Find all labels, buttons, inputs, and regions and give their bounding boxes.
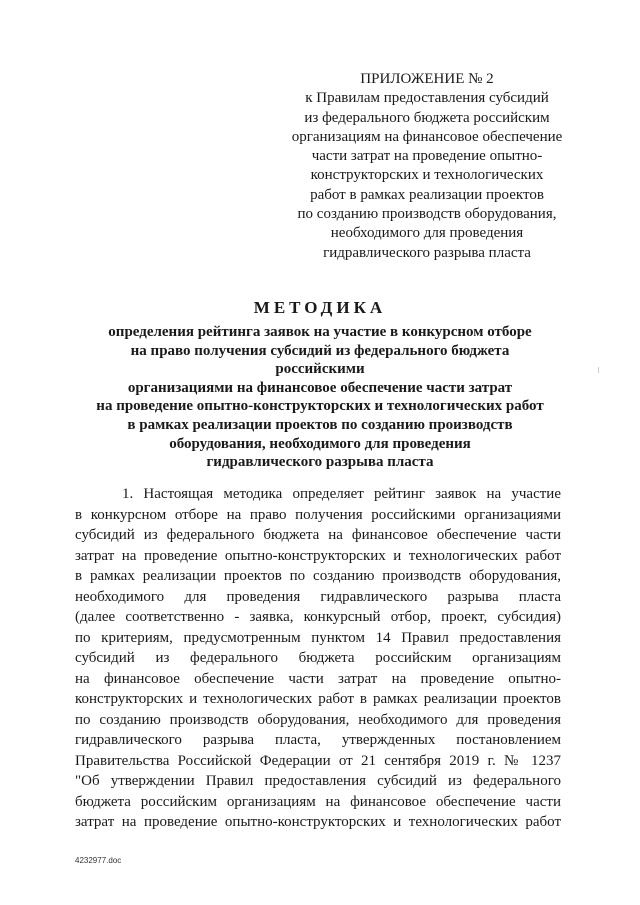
body-line: по критериям, предусмотренным пунктом 14 Правил предоставления	[75, 629, 561, 646]
subtitle-line: на право получения субсидий из федерального бюджета российскими	[130, 342, 510, 378]
subtitle-line: на проведение опытно-конструкторских и технологических работ	[96, 398, 544, 415]
subtitle-line: организациями на финансовое обеспечение части затрат	[127, 379, 513, 396]
appendix-line: конструкторских и технологических	[310, 167, 544, 184]
appendix-line: из федерального бюджета российским	[304, 109, 550, 126]
body-line: конструкторских и технологических работ в рамках реализации проектов	[75, 691, 561, 707]
document-title: МЕТОДИКА	[253, 298, 387, 317]
appendix-block	[282, 70, 572, 263]
body-line: затрат на проведение опытно-конструкторских и технологических работ	[75, 814, 561, 830]
body-paragraph	[75, 484, 561, 833]
file-name-footer: 4232977.doc	[75, 856, 122, 865]
body-line: (далее соответственно - заявка, конкурсный отбор, проект, субсидия)	[75, 609, 561, 625]
subtitle-line: гидравлического разрыва пласта	[206, 454, 434, 471]
appendix-heading: ПРИЛОЖЕНИЕ № 2	[360, 71, 494, 87]
body-line: Правительства Российской Федерации от 21 сентября 2019 г. № 1237	[75, 752, 561, 769]
appendix-line: гидравлического разрыва пласта	[323, 244, 531, 261]
body-line: бюджета российским организациям на финансовое обеспечение части	[75, 793, 561, 810]
appendix-line: необходимого для проведения	[330, 225, 524, 242]
subtitle-line: в рамках реализации проектов по созданию производств	[127, 416, 513, 433]
body-line: необходимого для проведения гидравлического разрыва пласта	[75, 588, 561, 605]
appendix-line: работ в рамках реализации проектов	[310, 186, 544, 203]
appendix-line: части затрат на проведение опытно-	[311, 148, 543, 165]
body-line: затрат на проведение опытно-конструкторских и технологических работ	[75, 547, 561, 564]
body-line: субсидий из федерального бюджета на финансовое обеспечение части	[75, 527, 561, 543]
document-subtitle	[90, 323, 550, 472]
body-line: субсидий из федерального бюджета российским организациям	[75, 650, 561, 666]
body-line: "Об утверждении Правил предоставления субсидий из федерального	[75, 773, 561, 789]
scan-mark	[598, 367, 599, 373]
body-line: на финансовое обеспечение части затрат на проведение опытно-	[75, 670, 561, 687]
body-line: по созданию производств оборудования, необходимого для проведения	[75, 711, 561, 728]
body-line: в рамках реализации проектов по созданию производств оборудования,	[75, 568, 561, 584]
body-line: 1. Настоящая методика определяет рейтинг заявок на участие	[122, 486, 561, 502]
appendix-line: к Правилам предоставления субсидий	[305, 90, 549, 107]
subtitle-line: определения рейтинга заявок на участие в конкурсном отборе	[108, 324, 532, 340]
appendix-line: организациям на финансовое обеспечение	[291, 128, 563, 145]
subtitle-line: оборудования, необходимого для проведения	[169, 435, 471, 452]
body-line: гидравлического разрыва пласта, утвержденных постановлением	[75, 732, 561, 748]
appendix-line: по созданию производств оборудования,	[297, 206, 557, 223]
body-line: в конкурсном отборе на право получения российскими организациями	[75, 506, 561, 523]
